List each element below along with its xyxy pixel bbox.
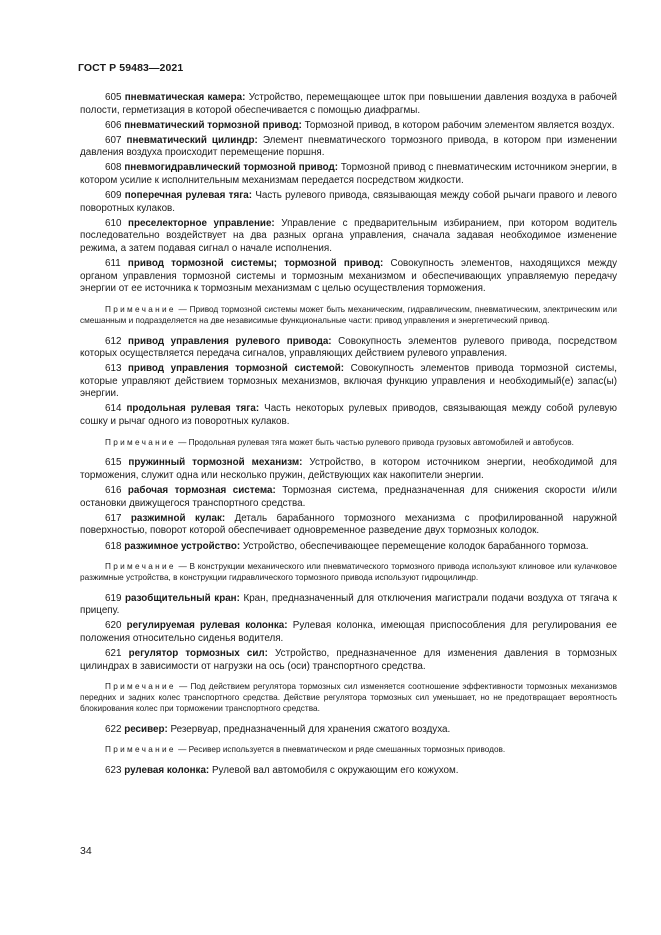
note xyxy=(80,745,617,756)
term-entry xyxy=(80,765,617,778)
term-name: привод управления тормозной системой: xyxy=(127,363,345,375)
term-definition: Тормозной привод, в котором рабочим элементом является воздух. xyxy=(304,119,615,131)
term-name: преселекторное управление: xyxy=(128,217,275,229)
term-number: 606 xyxy=(105,119,122,131)
note xyxy=(80,562,617,584)
term-number: 620 xyxy=(105,620,122,632)
term-entry xyxy=(80,135,617,160)
term-name: разобщительный кран: xyxy=(125,592,240,604)
term-number: 605 xyxy=(105,92,122,103)
term-number: 616 xyxy=(105,485,122,497)
terms-list xyxy=(80,92,617,780)
term-number: 621 xyxy=(105,648,122,660)
term-name: пневматический тормозной привод: xyxy=(124,119,302,131)
term-entry xyxy=(80,218,617,256)
note-text: — Привод тормозной системы может быть механическим, гидравлическим, пневматическим, электрическим или смешанным и подразделяется на две независимые функциональные части: привод управления и энергетический привод. xyxy=(80,304,617,325)
term-entry xyxy=(80,162,617,187)
note-text: — Под действием регулятора тормозных сил изменяется соотношение эффективности тормозных механизмов передних и задних колес транспортного средства. Действие регулятора тормозных сил уменьшает, но не предотвращает вероятность блокирования колес при торможении транспортного средства. xyxy=(80,682,617,713)
note-label: Примечание xyxy=(105,562,176,572)
term-entry xyxy=(80,336,617,361)
term-number: 613 xyxy=(105,363,122,375)
term-number: 607 xyxy=(105,134,122,146)
term-name: регулятор тормозных сил: xyxy=(128,648,268,660)
term-name: ресивер: xyxy=(124,723,168,735)
term-definition: Тормозная система, предназначенная для снижения скорости и/или остановки движущегося транспортного средства. xyxy=(80,485,617,509)
term-entry xyxy=(80,541,617,554)
term-name: привод управления рулевого привода: xyxy=(128,335,332,347)
term-number: 611 xyxy=(105,258,121,270)
term-number: 610 xyxy=(105,217,122,229)
note-text: — В конструкции механического или пневматического тормозного привода используют клиновое или кулачковое разжимные устройства, в конструкции гидравлического тормозного привода используют гидроцилиндр. xyxy=(80,562,617,582)
term-entry xyxy=(80,403,617,428)
term-name: пневмогидравлический тормозной привод: xyxy=(124,162,339,174)
term-entry xyxy=(80,363,617,401)
term-entry xyxy=(80,620,617,645)
term-definition: Элемент пневматического тормозного привода, в котором при изменении давления воздуха происходит перемещение поршня. xyxy=(80,134,617,159)
term-name: разжимное устройство: xyxy=(124,540,241,552)
term-entry xyxy=(80,190,617,215)
term-definition: Устройство, предназначенное для изменения давления в тормозных цилиндрах в зависимости от нагрузки на ось (оси) транспортного средства. xyxy=(80,648,617,672)
term-entry xyxy=(80,457,617,482)
term-definition: Рулевой вал автомобиля с окружающим его кожухом. xyxy=(211,765,459,777)
term-definition: Совокупность элементов, находящихся между органом управления тормозной системы и тормозным механизмом и обеспечивающих управляемую передачу энергии от ее источника к тормозным механизмам с целью осуществления торможения. xyxy=(80,258,617,295)
term-entry xyxy=(80,120,617,133)
term-number: 622 xyxy=(105,723,122,735)
term-name: регулируемая рулевая колонка: xyxy=(126,620,288,632)
term-entry xyxy=(80,593,617,618)
term-name: привод тормозной системы; тормозной привод: xyxy=(127,258,384,270)
note xyxy=(80,682,617,714)
term-number: 614 xyxy=(105,403,122,415)
term-number: 619 xyxy=(105,592,122,604)
note-label: Примечание xyxy=(105,682,176,692)
term-number: 623 xyxy=(105,765,122,777)
term-entry xyxy=(80,92,617,117)
term-number: 612 xyxy=(105,335,122,347)
term-definition: Часть некоторых рулевых приводов, связывающая между собой рулевую сошку и рычаг одного из поворотных кулаков. xyxy=(80,403,617,428)
term-name: пружинный тормозной механизм: xyxy=(128,457,303,469)
term-name: продольная рулевая тяга: xyxy=(126,403,260,415)
term-number: 618 xyxy=(105,540,122,552)
term-definition: Рулевая колонка, имеющая приспособления для регулирования ее положения относительно сиденья водителя. xyxy=(80,620,617,644)
note-label: Примечание xyxy=(105,437,176,447)
page-number: 34 xyxy=(80,845,92,857)
term-name: рабочая тормозная система: xyxy=(127,485,276,497)
note-text: — Продольная рулевая тяга может быть частью рулевого привода грузовых автомобилей и автобусов. xyxy=(178,437,574,447)
term-name: пневматическая камера: xyxy=(124,92,246,103)
term-number: 617 xyxy=(105,512,122,524)
term-name: поперечная рулевая тяга: xyxy=(124,190,253,202)
term-name: пневматический цилиндр: xyxy=(126,134,258,146)
term-definition: Кран, предназначенный для отключения магистрали подачи воздуха от тягача к прицепу. xyxy=(80,592,617,617)
term-entry xyxy=(80,724,617,737)
term-definition: Устройство, обеспечивающее перемещение колодок барабанного тормоза. xyxy=(242,540,589,552)
term-number: 608 xyxy=(105,162,122,174)
term-definition: Деталь барабанного тормозного механизма с профилированной наружной поверхностью, поворот которой обеспечивает одновременное разведение двух тормозных колодок. xyxy=(80,512,617,537)
document-header: ГОСТ Р 59483—2021 xyxy=(78,62,184,74)
note-label: Примечание xyxy=(105,304,176,314)
note-text: — Ресивер используется в пневматическом и ряде смешанных тормозных приводов. xyxy=(178,745,506,755)
note xyxy=(80,438,617,449)
term-entry xyxy=(80,513,617,538)
note xyxy=(80,305,617,327)
term-entry xyxy=(80,485,617,510)
term-number: 609 xyxy=(105,190,122,202)
term-entry xyxy=(80,648,617,673)
term-entry xyxy=(80,258,617,296)
term-number: 615 xyxy=(105,457,122,469)
term-definition: Управление с предварительным избиранием, при котором водитель последовательно воздействует на два разных органа управления, сначала задавая необходимое изменение режима, а затем подавая сигнал о начале исполнения. xyxy=(80,217,617,255)
term-definition: Совокупность элементов привода тормозной системы, которые управляют действием тормозных механизмов, включая функцию управления и необходимый(е) запас(ы) энергии. xyxy=(80,363,617,400)
term-definition: Тормозной привод с пневматическим источником энергии, в котором усилие к исполнительным механизмам передается посредством жидкости. xyxy=(80,162,617,187)
note-label: Примечание xyxy=(105,745,176,755)
term-definition: Устройство, в котором источником энергии, необходимой для торможения, служит одна или несколько пружин, действующих как накопители энергии. xyxy=(80,457,617,482)
term-definition: Резервуар, предназначенный для хранения сжатого воздуха. xyxy=(170,723,451,735)
term-name: рулевая колонка: xyxy=(124,765,210,777)
term-definition: Устройство, перемещающее шток при повышении давления воздуха в рабочей полости, герметизация в которой обеспечивается с помощью диафрагмы. xyxy=(80,92,617,116)
term-definition: Совокупность элементов рулевого привода, посредством которых осуществляется передача сигналов, управляющих действием рулевого управления. xyxy=(80,335,617,360)
term-name: разжимной кулак: xyxy=(130,512,226,524)
term-definition: Часть рулевого привода, связывающая между собой рычаги правого и левого поворотных кулаков. xyxy=(80,190,617,214)
